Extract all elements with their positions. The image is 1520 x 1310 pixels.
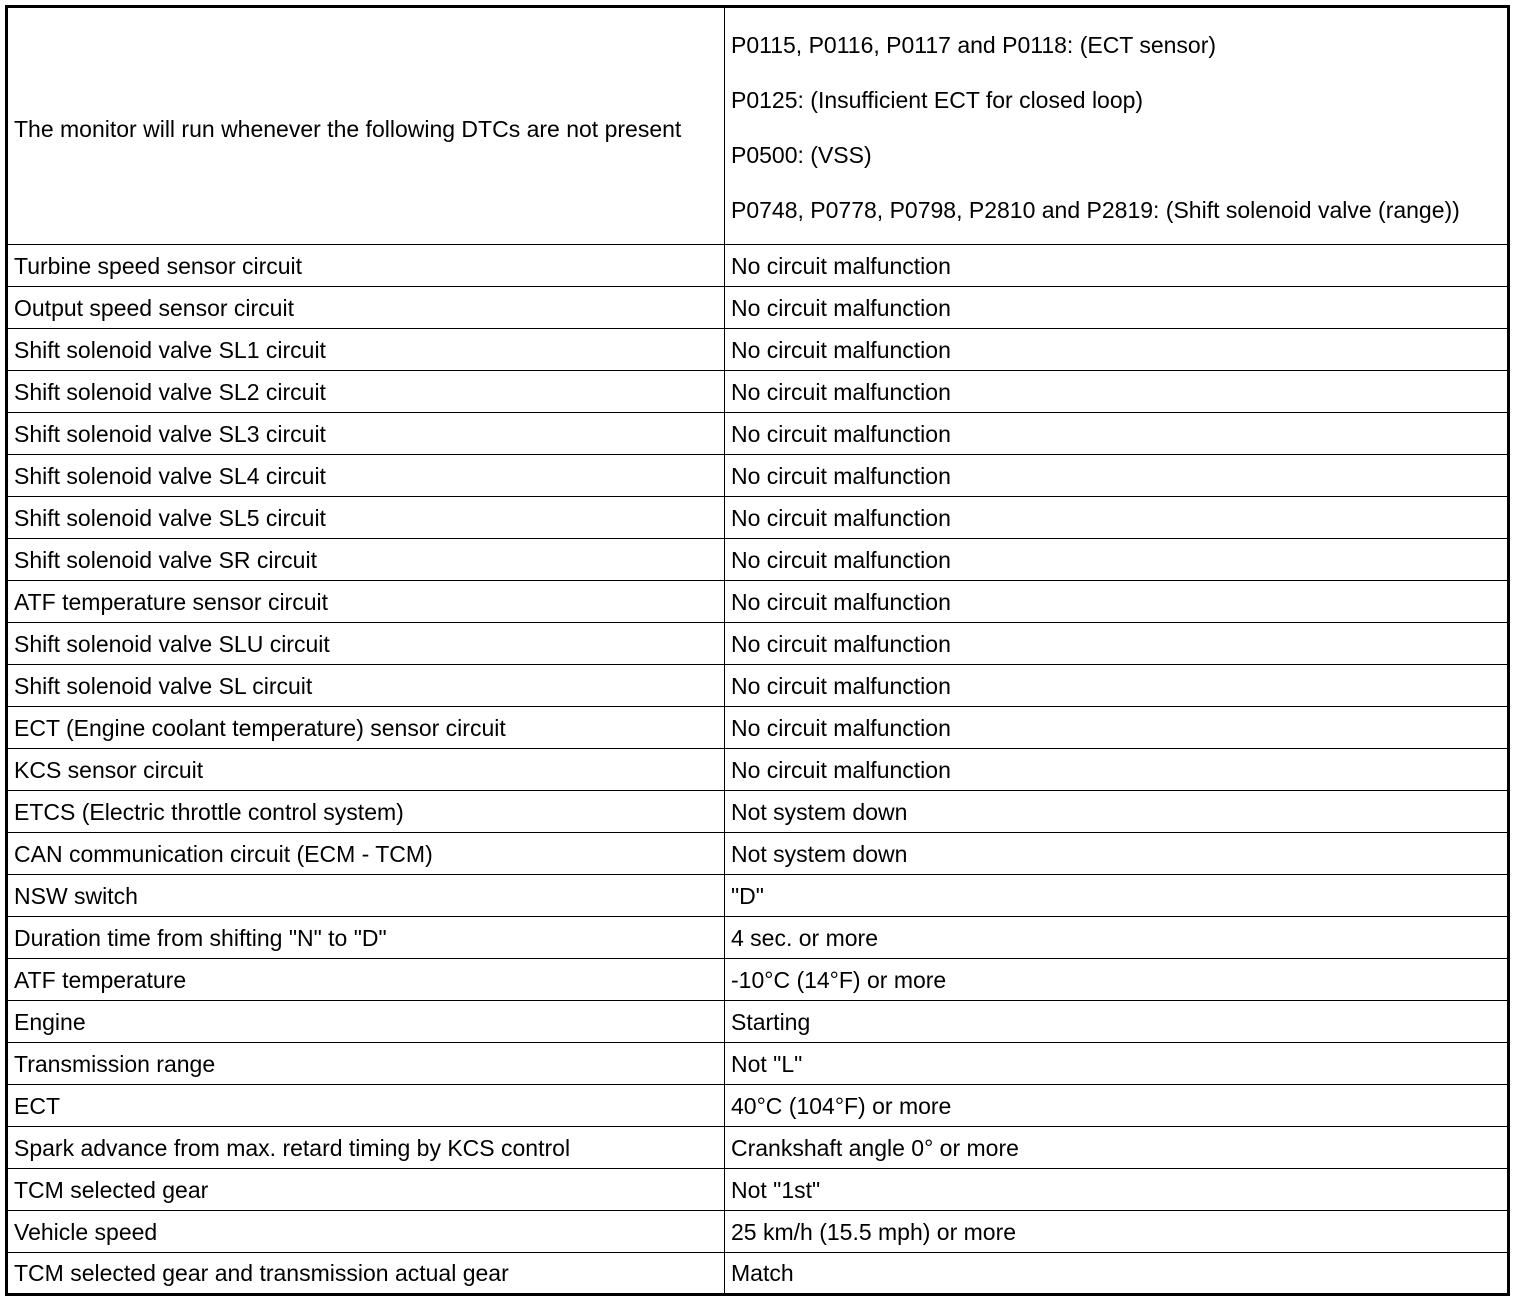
condition-item-cell: KCS sensor circuit (7, 749, 725, 791)
condition-value-cell: "D" (725, 875, 1509, 917)
condition-value-cell: No circuit malfunction (725, 245, 1509, 287)
condition-value-cell: Not system down (725, 791, 1509, 833)
condition-value-cell: No circuit malfunction (725, 497, 1509, 539)
condition-item-cell: Shift solenoid valve SL1 circuit (7, 329, 725, 371)
condition-item-cell: ETCS (Electric throttle control system) (7, 791, 725, 833)
table-row (7, 1169, 1509, 1211)
condition-item-cell: ECT (7, 1085, 725, 1127)
dtc-item: P0125: (Insufficient ECT for closed loop) (731, 86, 1144, 113)
table-row (7, 245, 1509, 287)
condition-value-cell: -10°C (14°F) or more (725, 959, 1509, 1001)
condition-value-cell: Not "1st" (725, 1169, 1509, 1211)
condition-value-cell: Crankshaft angle 0° or more (725, 1127, 1509, 1169)
dtc-list (731, 26, 1501, 227)
condition-value-cell: Not system down (725, 833, 1509, 875)
table-row (7, 1043, 1509, 1085)
condition-item-cell: Engine (7, 1001, 725, 1043)
table-row (7, 1001, 1509, 1043)
table-row (7, 497, 1509, 539)
condition-value-cell: No circuit malfunction (725, 455, 1509, 497)
condition-value-cell: Starting (725, 1001, 1509, 1043)
condition-item-cell: Shift solenoid valve SL2 circuit (7, 371, 725, 413)
dtc-prerequisite-label: The monitor will run whenever the following DTCs are not present (7, 7, 725, 245)
condition-item-cell: NSW switch (7, 875, 725, 917)
condition-value-cell: 25 km/h (15.5 mph) or more (725, 1211, 1509, 1253)
condition-value-cell: Not "L" (725, 1043, 1509, 1085)
table-row (7, 749, 1509, 791)
monitor-conditions-table (5, 5, 1510, 1296)
condition-value-cell: No circuit malfunction (725, 413, 1509, 455)
table-row (7, 581, 1509, 623)
dtc-item: P0500: (VSS) (731, 141, 872, 168)
table-row (7, 329, 1509, 371)
table-row (7, 959, 1509, 1001)
table-row (7, 875, 1509, 917)
condition-item-cell: TCM selected gear and transmission actual gear (7, 1253, 725, 1295)
condition-item-cell: ATF temperature (7, 959, 725, 1001)
condition-value-cell: No circuit malfunction (725, 581, 1509, 623)
table-row (7, 623, 1509, 665)
table-row (7, 707, 1509, 749)
condition-value-cell: Match (725, 1253, 1509, 1295)
condition-item-cell: Shift solenoid valve SL5 circuit (7, 497, 725, 539)
condition-value-cell: No circuit malfunction (725, 287, 1509, 329)
condition-value-cell: 40°C (104°F) or more (725, 1085, 1509, 1127)
condition-value-cell: No circuit malfunction (725, 371, 1509, 413)
table-row (7, 1085, 1509, 1127)
condition-value-cell: No circuit malfunction (725, 329, 1509, 371)
condition-item-cell: Shift solenoid valve SL3 circuit (7, 413, 725, 455)
condition-item-cell: Vehicle speed (7, 1211, 725, 1253)
dtc-list-cell (725, 7, 1509, 245)
condition-item-cell: TCM selected gear (7, 1169, 725, 1211)
condition-value-cell: No circuit malfunction (725, 539, 1509, 581)
condition-item-cell: ECT (Engine coolant temperature) sensor circuit (7, 707, 725, 749)
dtc-item: P0115, P0116, P0117 and P0118: (ECT sensor) (731, 31, 1217, 58)
condition-value-cell: No circuit malfunction (725, 707, 1509, 749)
condition-item-cell: ATF temperature sensor circuit (7, 581, 725, 623)
condition-item-cell: CAN communication circuit (ECM - TCM) (7, 833, 725, 875)
condition-item-cell: Output speed sensor circuit (7, 287, 725, 329)
condition-item-cell: Shift solenoid valve SR circuit (7, 539, 725, 581)
table-row (7, 791, 1509, 833)
condition-value-cell: No circuit malfunction (725, 665, 1509, 707)
condition-item-cell: Shift solenoid valve SL circuit (7, 665, 725, 707)
table-row (7, 665, 1509, 707)
condition-item-cell: Transmission range (7, 1043, 725, 1085)
table-row (7, 371, 1509, 413)
table-row (7, 1253, 1509, 1295)
table-row (7, 413, 1509, 455)
condition-item-cell: Spark advance from max. retard timing by KCS control (7, 1127, 725, 1169)
table-row (7, 833, 1509, 875)
condition-item-cell: Duration time from shifting "N" to "D" (7, 917, 725, 959)
table-row (7, 287, 1509, 329)
table-row (7, 917, 1509, 959)
condition-item-cell: Shift solenoid valve SLU circuit (7, 623, 725, 665)
dtc-item: P0748, P0778, P0798, P2810 and P2819: (Shift solenoid valve (range)) (731, 196, 1460, 223)
table-row (7, 1211, 1509, 1253)
condition-value-cell: 4 sec. or more (725, 917, 1509, 959)
table-row (7, 539, 1509, 581)
table-row-dtc-prerequisites (7, 7, 1509, 245)
condition-item-cell: Shift solenoid valve SL4 circuit (7, 455, 725, 497)
table-row (7, 455, 1509, 497)
condition-value-cell: No circuit malfunction (725, 623, 1509, 665)
condition-item-cell: Turbine speed sensor circuit (7, 245, 725, 287)
table-body (7, 7, 1509, 1295)
table-row (7, 1127, 1509, 1169)
condition-value-cell: No circuit malfunction (725, 749, 1509, 791)
